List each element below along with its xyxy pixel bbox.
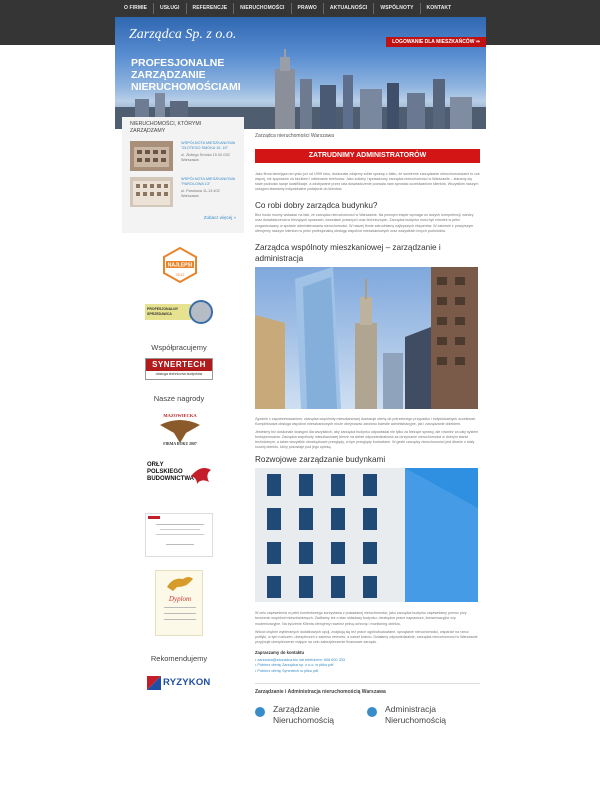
download-synertech-link[interactable]: • Pobierz ofertę Synertech w pliku pdf bbox=[255, 668, 319, 673]
main-menu bbox=[118, 3, 457, 14]
footer-heading: Zarządzanie i Administracja nieruchomością Warszawa bbox=[255, 689, 386, 696]
community-paragraph-1: Zgodnie z zapotrzebowaniem, zarządca wspólnoty mieszkaniowej dostosuje ofertę do potrzebnego przypadku i indywidualnych oczekiwań. Kompleksowa obsługa wspólnot mieszkaniowych może obejmować zarówno kwestie administracyjne, jak i zarządzanie obiektem. bbox=[255, 416, 476, 426]
menu-item-wspolnoty[interactable]: WSPÓLNOTY bbox=[374, 3, 420, 14]
synertech-logo-text: SYNERTECH bbox=[146, 359, 212, 371]
company-logo[interactable]: Zarządca Sp. z o.o. bbox=[129, 27, 237, 42]
badge-year-text: 2012 bbox=[175, 272, 185, 277]
managed-properties-box bbox=[122, 117, 244, 233]
cheetah-icon bbox=[165, 573, 195, 593]
contact-links bbox=[255, 658, 480, 675]
menu-item-o-firmie[interactable]: O FIRMIE bbox=[118, 3, 154, 14]
awards-heading: Nasze nagrody bbox=[153, 394, 205, 403]
property-item[interactable] bbox=[130, 177, 236, 207]
see-more-link[interactable]: Zobacz więcej » bbox=[203, 215, 236, 220]
award1-top-text: MAZOWIECKA bbox=[163, 413, 197, 418]
menu-item-kontakt[interactable]: KONTAKT bbox=[426, 5, 452, 11]
intro-paragraph: Jako firma istniejąca na rynku już od 1999 roku, doskonale zdajemy sobie sprawę z faktu, że sumienne zarządzanie nieruchomościami to coś więcej, niż spędzanie za biurkiem i odbieranie telefonów. Jako solidny i sprawdzony zarządca nieruchomości w Warszawie – staramy się stale podnosić swoje kwalifikacje, a zdobywane przez lata doświadczenie pozwala nam sprostać oczekiwaniom klientów. Wszystkim naszym usługom stawiamy indywidualne podejście do klientów. bbox=[255, 172, 480, 192]
contact-email-link[interactable]: • zarzadca@zarzadca.biz lub telefonem: 608 600 333 bbox=[255, 657, 346, 662]
section-heading-development: Rozwojowe zarządzanie budynkami bbox=[255, 455, 386, 465]
property-photo[interactable] bbox=[130, 141, 173, 171]
recommend-heading: Rekomendujemy bbox=[150, 654, 208, 663]
header-banner bbox=[115, 17, 486, 129]
community-paragraph-2: Jesteśmy też doskonale dostępni dla wszystkich, aby zarządca budynku odpowiadał nie tylko za bieżące sprawy, ale również za cały system funkcjonowania. Zarządca wspólnoty mieszkaniowej bierze na siebie odpowiedzialność za utrzymanie nieruchomości w dobrym stanie technicznym, a także wszystkie obowiązkowe przeglądy, w tym przeglądy budowlane. W gestii zarządcy nieruchomości jest dbanie o stały rozwój obiektu, który pozostaje pod jego opieką. bbox=[255, 429, 479, 450]
footer-divider bbox=[255, 683, 480, 684]
seller-seal-icon bbox=[189, 300, 213, 324]
menu-item-nieruchomosci[interactable]: NIERUCHOMOŚCI bbox=[234, 3, 291, 14]
mazowiecka-award-logo bbox=[154, 411, 206, 447]
certificate-document[interactable] bbox=[145, 513, 213, 557]
service-box-management[interactable] bbox=[255, 704, 367, 726]
award2-line: ORŁY bbox=[147, 462, 164, 468]
properties-heading: NIERUCHOMOŚCI, KTÓRYMI ZARZĄDZAMY bbox=[130, 121, 202, 134]
cooperate-heading: Współpracujemy bbox=[151, 343, 207, 352]
sidebar bbox=[122, 117, 244, 233]
diploma-title: Dyplom bbox=[168, 595, 192, 603]
home-icon bbox=[255, 707, 265, 717]
menu-item-prawo[interactable]: PRAWO bbox=[292, 3, 324, 14]
skyscrapers-photo bbox=[255, 267, 478, 409]
property-address: ul. Parolowa 11-13 402 Warszawa bbox=[181, 189, 220, 198]
property-photo[interactable] bbox=[130, 177, 173, 207]
main-content bbox=[255, 133, 480, 726]
orly-budownictwa-award bbox=[147, 462, 213, 496]
menu-item-aktualnosci[interactable]: AKTUALNOŚCI bbox=[324, 3, 375, 14]
najlepsi-badge bbox=[162, 247, 198, 283]
property-address: ul. Złotego Smoka 15 02-032 Warszawa bbox=[181, 153, 230, 162]
property-name[interactable]: WSPÓLNOTA MIESZKANIOWA "ZŁOTEGO SMOKA 15, 15" bbox=[181, 141, 236, 150]
menu-item-uslugi[interactable]: USŁUGI bbox=[154, 3, 187, 14]
section-heading-community: Zarządca wspólnoty mieszkaniowej – zarządzanie i administracja bbox=[255, 242, 441, 263]
award2-line: POLSKIEGO bbox=[147, 469, 183, 475]
synertech-subtitle: obsługa techniczna budynków bbox=[155, 372, 203, 376]
badge-best-text: NAJLEPSI bbox=[167, 262, 193, 269]
glass-building-photo bbox=[255, 468, 478, 602]
page-breadcrumb: Zarządca nieruchomości Warszawa bbox=[255, 133, 335, 139]
seller-badge-text: PROFESJONALNY SPRZEDAWCA bbox=[145, 304, 191, 320]
banner-tagline: PROFESJONALNE ZARZĄDZANIE NIERUCHOMOŚCIAMI bbox=[131, 57, 241, 93]
award1-bottom-text: FIRMA ROKU 2007 bbox=[163, 442, 197, 446]
ryzykon-mark-icon bbox=[147, 676, 161, 690]
footer-service-boxes bbox=[255, 704, 480, 726]
service-box-administration[interactable] bbox=[367, 704, 479, 726]
service-label[interactable]: Zarządzanie Nieruchomością bbox=[273, 704, 334, 726]
what-paragraph: Bez hustu możny wskazać na fakt, że zarządca nieruchomości w Warszawie. Na pewnym etapie wymaga on dużych kompetencji, wiedzy oraz doświadczenia w bieżących sprawach, kwestiach prawnych oraz technicznych. Zarządca budynku musi być również w pełni zorganizowany w sprawie administrowania nieruchomości. W naszej firmie zatrudniamy najlepszych ekspertów. W zakresie z powyższym oferujemy naszym klientom w pełni profesjonalną obsługę wspólnot mieszkaniowych oraz wszystkich innych podmiotów. bbox=[255, 213, 474, 233]
development-paragraph-2: Wśród chętnie wybieranych dodatkowych opcji, znajdują się też prace ogólnobudowlane, sprzątanie nieruchomości, wsparcie na rzecz polityki, w tym rozliczeń, ubezpieczeń z zakresu remontu, a nawet kosmo. Działamy odpowiedzialnie, zarządca nieruchomości w Warszawie przyjmuje ubezpieczenie mające na celu zabezpieczenie finansowe zarządu. bbox=[255, 629, 478, 644]
ryzykon-logo[interactable] bbox=[147, 674, 213, 692]
synertech-logo[interactable] bbox=[145, 358, 213, 380]
development-paragraph-1: W celu zapewnienia w pełni komfortowego korzystania z posiadanej nieruchomości, jako zarządca budynku zapewniamy pomoc przy tworzeniu wspólnot mieszkaniowych. Zadbamy też o stan składowy budynku, niezbędne prace naprawcze, konserwacyjne czy modernizacyjne. Na życzenie Klienta oferujemy również pełną ochronę i monitoring obiektu. bbox=[255, 611, 467, 626]
section-heading-what: Co robi dobry zarządca budynku? bbox=[255, 201, 378, 211]
hiring-banner[interactable]: ZATRUDNIMY ADMINISTRATORÓW bbox=[255, 149, 480, 163]
eagle-icon bbox=[189, 464, 213, 486]
property-name[interactable]: WSPÓLNOTA MIESZKANIOWA "PAROLOWA 13" bbox=[181, 177, 236, 186]
property-item[interactable] bbox=[130, 141, 236, 171]
service-label[interactable]: Administracja Nieruchomością bbox=[385, 704, 446, 726]
certificate-logo-icon bbox=[148, 516, 160, 519]
award2-line: BUDOWNICTWA bbox=[147, 476, 194, 482]
menu-item-referencje[interactable]: REFERENCJE bbox=[187, 3, 235, 14]
download-offer-link[interactable]: • Pobierz ofertę Zarządca sp. z o.o. w pliku pdf bbox=[255, 663, 334, 668]
professional-seller-badge bbox=[145, 300, 213, 326]
contact-heading: Zapraszamy do kontaktu bbox=[255, 649, 305, 655]
diploma-image[interactable] bbox=[155, 570, 203, 636]
arrow-down-icon bbox=[367, 707, 377, 717]
ryzykon-text: RYZYKON bbox=[163, 677, 211, 688]
resident-login-button[interactable]: LOGOWANIE DLA MIESZKAŃCÓW ⇒ bbox=[386, 37, 486, 47]
